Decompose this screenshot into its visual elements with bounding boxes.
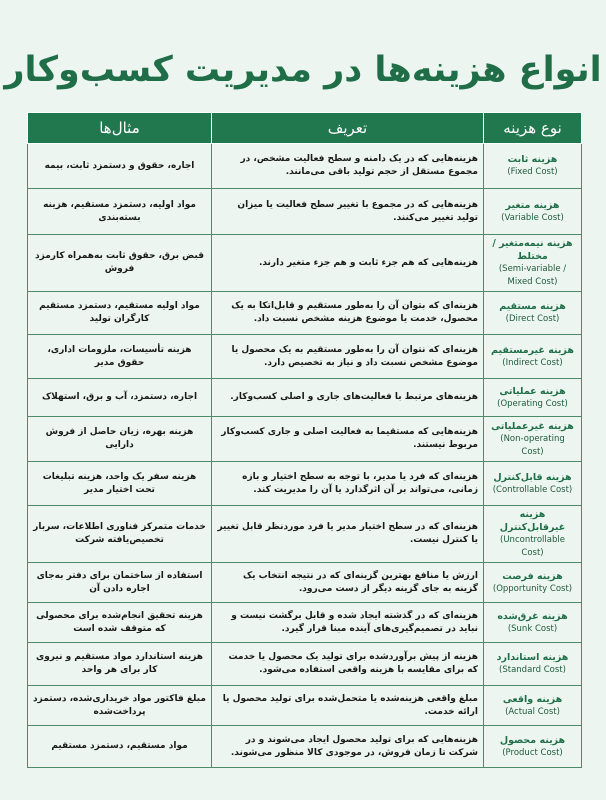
examples-cell: مواد مستقیم، دستمزد مستقیم [28,726,212,768]
cost-type-en: (Indirect Cost) [502,357,563,368]
cost-type-fa: هزینه قابل‌کنترل [493,471,572,483]
table-row [28,335,582,379]
definition-cell: هزینه‌ای که فرد یا مدیر، با توجه به سطح اختیار و بازه زمانی، می‌تواند بر آن اثرگذارد یا آن را مدیریت کند. [212,462,484,506]
cost-type-cell [484,563,582,603]
header-cost-type: نوع هزینه [484,113,582,144]
cost-type-en: (Operating Cost) [497,398,568,409]
examples-cell: هزینه تأسیسات، ملزومات اداری، حقوق مدیر [28,335,212,379]
definition-cell: هزینه‌ای که در سطح اختیار مدیر یا فرد موردنظر قابل تغییر یا کنترل نیست. [212,506,484,563]
examples-cell: مواد اولیه، دستمزد مستقیم، هزینه بسته‌بندی [28,189,212,235]
table-row [28,563,582,603]
table-row [28,726,582,768]
table-row [28,686,582,726]
cost-type-fa: هزینه محصول [499,734,566,746]
definition-cell: هزینه‌های مرتبط با فعالیت‌های جاری و اصلی کسب‌وکار. [212,379,484,417]
cost-type-cell [484,417,582,462]
examples-cell: مواد اولیه مستقیم، دستمزد مستقیم کارگران تولید [28,292,212,335]
cost-type-fa: هزینه فرصت [502,570,563,582]
cost-type-en: (Product Cost) [502,747,563,758]
cost-type-en: (Variable Cost) [501,212,564,223]
definition-cell: هزینه‌هایی که در یک دامنه و سطح فعالیت مشخص، در مجموع مستقل از حجم تولید باقی می‌مانند. [212,144,484,189]
cost-type-fa: هزینه استاندارد [496,652,569,663]
examples-cell: هزینه سفر یک واحد، هزینه تبلیغات تحت اختیار مدیر [28,462,212,506]
cost-type-cell [484,506,582,563]
definition-cell: ارزش یا منافع بهترین گزینه‌ای که در نتیجه انتخاب یک گزینه به جای گزینه دیگر از دست می‌رود. [212,563,484,603]
cost-type-cell [484,379,582,417]
definition-cell: هزینه‌ای که بتوان آن را به‌طور مستقیم و قابل‌اتکا به یک محصول، خدمت یا موضوع هزینه مشخص نسبت داد. [212,292,484,335]
cost-type-fa: هزینه غیرعملیاتی [491,420,574,432]
cost-type-en: (Fixed Cost) [507,167,558,177]
examples-cell: اجاره، دستمزد، آب و برق، استهلاک [28,379,212,417]
table-body [28,144,582,768]
cost-type-fa: هزینه متغیر [505,199,560,211]
table-row [28,603,582,643]
cost-type-en: (Uncontrollable Cost) [500,535,565,558]
examples-cell: اجاره، حقوق و دستمزد ثابت، بیمه [28,144,212,189]
table-row [28,292,582,335]
cost-type-en: (Sunk Cost) [507,623,558,634]
header-examples: مثال‌ها [28,113,212,144]
table-row [28,379,582,417]
examples-cell: قبض برق، حقوق ثابت به‌همراه کارمزد فروش [28,235,212,292]
cost-type-cell [484,292,582,335]
cost-type-en: (Opportunity Cost) [492,583,573,594]
table-row [28,144,582,189]
cost-type-cell [484,235,582,292]
cost-type-fa: هزینه غیرمستقیم [491,344,574,356]
page-title: انواع هزینه‌ها در مدیریت کسب‌وکار [4,50,602,90]
cost-type-en: (Controllable Cost) [492,484,573,495]
cost-type-en: (Non-operating Cost) [500,433,565,457]
examples-cell: خدمات متمرکز فناوری اطلاعات، سربار تخصیص‌یافته شرکت [28,506,212,563]
table-row [28,417,582,462]
definition-cell: هزینه‌هایی که مستقیما به فعالیت اصلی و جاری کسب‌وکار مربوط نیستند. [212,417,484,462]
examples-cell: مبلغ فاکتور مواد خریداری‌شده، دستمزد پرداخت‌شده [28,686,212,726]
definition-cell: هزینه‌هایی که برای تولید محصول ایجاد می‌شوند و در شرکت تا زمان فروش، در موجودی کالا منظور می‌شوند. [212,726,484,768]
cost-type-en: (Standard Cost) [499,665,566,675]
examples-cell: هزینه تحقیق انجام‌شده برای محصولی که متوقف شده است [28,603,212,643]
cost-type-en: (Semi-variable / Mixed Cost) [498,264,567,287]
cost-type-cell [484,643,582,686]
definition-cell: هزینه‌ای که نتوان آن را به‌طور مستقیم به یک محصول یا موضوع مشخص نسبت داد و نیاز به تخصیص دارد. [212,335,484,379]
table-header-row [28,113,582,144]
examples-cell: هزینه استاندارد مواد مستقیم و نیروی کار برای هر واحد [28,643,212,686]
table-row [28,235,582,292]
cost-type-cell [484,726,582,768]
cost-type-fa: هزینه مستقیم [499,301,566,312]
table-row [28,643,582,686]
cost-type-fa: هزینه نیمه‌متغیر / مختلط [492,238,573,262]
header-definition: تعریف [212,113,484,144]
cost-type-cell [484,335,582,379]
cost-types-table [27,112,582,768]
examples-cell: هزینه بهره، زیان حاصل از فروش دارایی [28,417,212,462]
cost-type-fa: هزینه ثابت [507,154,558,165]
table-row [28,462,582,506]
examples-cell: استفاده از ساختمان برای دفتر به‌جای اجاره دادن آن [28,563,212,603]
cost-type-cell [484,462,582,506]
cost-type-fa: هزینه واقعی [502,693,563,705]
cost-type-en: (Actual Cost) [505,706,560,717]
cost-type-fa: هزینه غرق‌شده [497,610,568,622]
cost-type-fa: هزینه غیرقابل‌کنترل [499,509,566,533]
table-row [28,189,582,235]
definition-cell: هزینه‌هایی که در مجموع با تغییر سطح فعالیت یا میزان تولید تغییر می‌کنند. [212,189,484,235]
cost-type-fa: هزینه عملیاتی [499,385,566,397]
definition-cell: هزینه از پیش برآوردشده برای تولید یک محصول یا خدمت که برای مقایسه با هزینه واقعی استفاده می‌شود. [212,643,484,686]
definition-cell: هزینه‌ای که در گذشته ایجاد شده و قابل برگشت نیست و نباید در تصمیم‌گیری‌های آینده مبنا قرار گیرد. [212,603,484,643]
cost-type-cell [484,686,582,726]
definition-cell: مبلغ واقعی هزینه‌شده یا متحمل‌شده برای تولید محصول یا ارائه خدمت. [212,686,484,726]
cost-type-cell [484,144,582,189]
cost-type-en: (Direct Cost) [505,314,560,324]
table-row [28,506,582,563]
cost-type-cell [484,189,582,235]
cost-type-cell [484,603,582,643]
definition-cell: هزینه‌هایی که هم جزء ثابت و هم جزء متغیر دارند. [212,235,484,292]
